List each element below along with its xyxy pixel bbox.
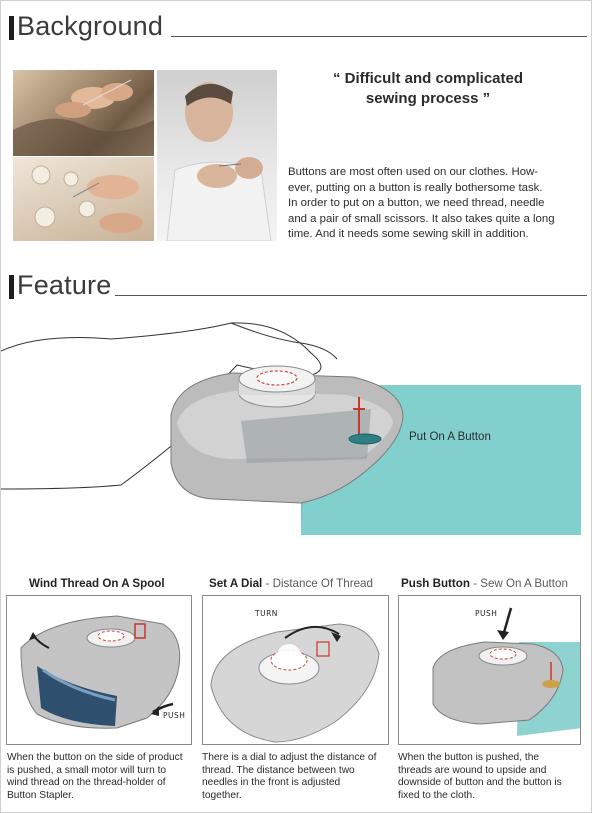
step-2-description: [202, 752, 390, 802]
step-3-annotation: PUSH: [475, 609, 498, 618]
paragraph-line: time. And it needs some sewing skill in addition.: [288, 228, 529, 241]
pull-quote: [297, 69, 559, 109]
heading-rule: [171, 36, 587, 37]
step-3-subtitle: Sew On A Button: [480, 577, 568, 590]
step-line: wind thread on the thread-holder of: [7, 777, 166, 789]
heading-rule: [115, 295, 587, 296]
heading-bar: [9, 275, 14, 299]
step-line: thread. The distance between two: [202, 764, 355, 776]
paragraph-line: and a pair of small scissors. It also takes quite a long: [288, 212, 555, 225]
feature-title: Feature: [17, 270, 112, 300]
step-line: There is a dial to adjust the distance of: [202, 752, 377, 763]
background-paragraph: [288, 165, 578, 243]
step-2-title: Set A Dial - Distance Of Thread: [209, 577, 373, 590]
step-3-description: [398, 752, 583, 802]
step-line: needles in the front is adjusted: [202, 777, 341, 789]
step-line: When the button on the side of product: [7, 752, 183, 763]
step-2-subtitle: Distance Of Thread: [272, 577, 373, 590]
quote-line-1: “ Difficult and complicated: [332, 70, 524, 87]
feature-heading: [9, 272, 587, 299]
hero-label: Put On A Button: [409, 431, 491, 443]
step-line: together.: [202, 789, 242, 801]
buttons-photo: [13, 157, 154, 241]
step-3-title: Push Button - Sew On A Button: [401, 577, 568, 590]
step-1-title-main: Wind Thread On A Spool: [29, 577, 165, 590]
step-line: is pushed, a small motor will turn to: [7, 764, 167, 776]
step-line: When the button is pushed, the: [398, 752, 540, 763]
step-3-title-main: Push Button: [401, 577, 470, 590]
step-2-title-main: Set A Dial: [209, 577, 263, 590]
background-heading: [9, 13, 587, 40]
button-on-fabric: [349, 434, 381, 444]
paragraph-line: In order to put on a button, we need thread, needle: [288, 197, 545, 210]
heading-bar: [9, 16, 14, 40]
step-1-panel: [6, 595, 192, 745]
paragraph-line: ever, putting on a button is really bothersome task.: [288, 181, 543, 194]
step-1-title: [29, 577, 165, 590]
quote-line-2: sewing process ”: [365, 90, 491, 107]
step-2-annotation: TURN: [255, 609, 278, 618]
step-line: Button Stapler.: [7, 789, 74, 801]
man-threading-needle-photo: [157, 70, 277, 241]
sewing-hands-photo: [13, 70, 154, 156]
step-1-description: [7, 752, 191, 802]
step-2-panel: [202, 595, 389, 745]
step-line: fixed to the cloth.: [398, 789, 476, 801]
paragraph-line: Buttons are most often used on our clothes. How-: [288, 166, 539, 178]
button-stapler-hero-illustration: [1, 313, 592, 543]
background-title: Background: [17, 11, 164, 41]
step-line: threads are wound to upside and: [398, 764, 547, 776]
step-1-annotation: PUSH: [163, 711, 186, 720]
step-3-panel: [398, 595, 581, 745]
step-line: downside of button and the button is: [398, 777, 562, 789]
